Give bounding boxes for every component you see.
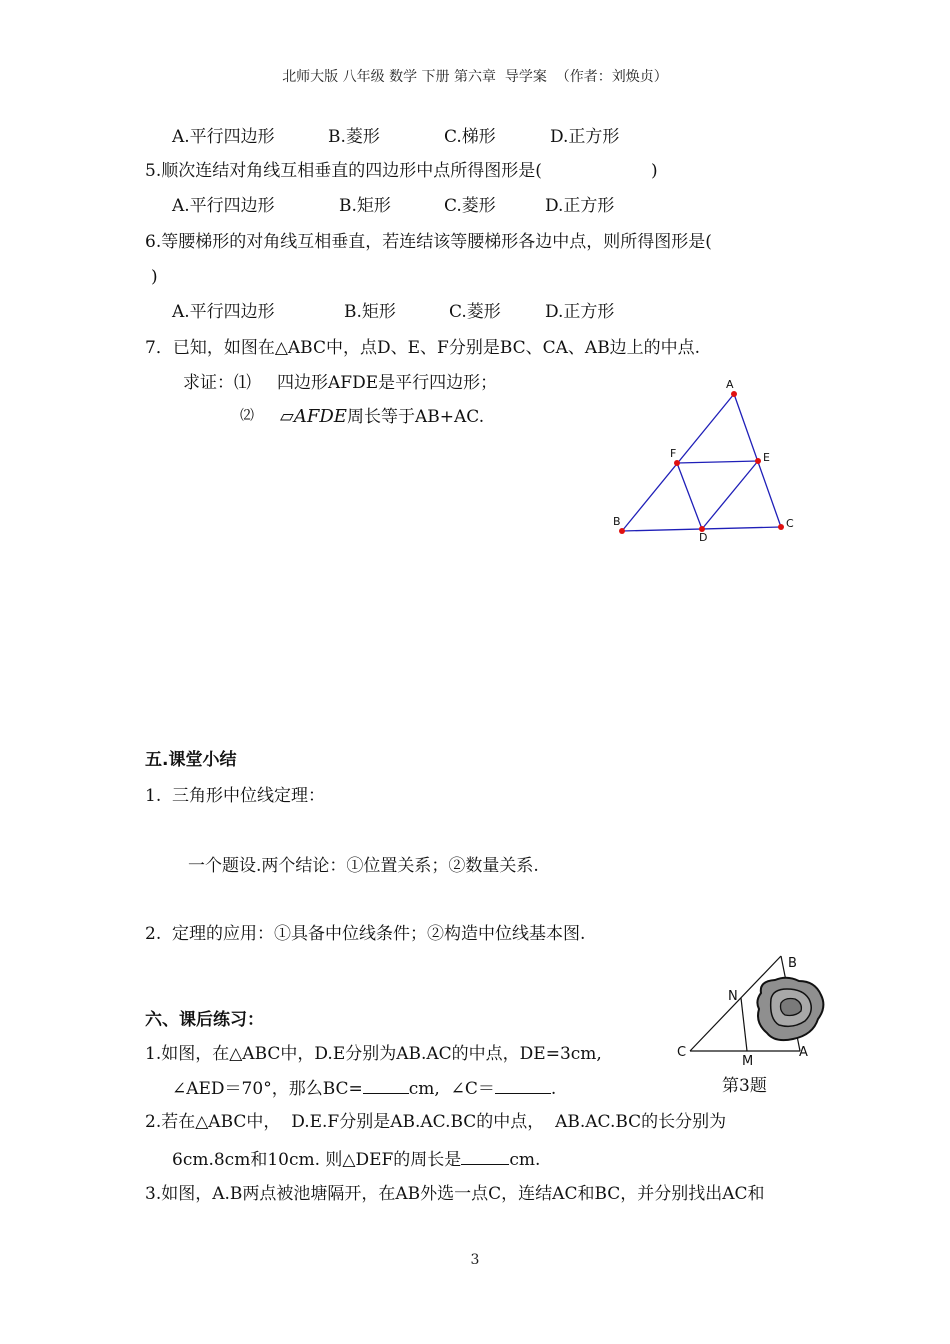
point-e [755, 458, 761, 464]
angle-c-answer-blank[interactable] [495, 1077, 551, 1094]
exercise-2-unit: cm. [509, 1150, 541, 1170]
q7-proof-1: 四边形AFDE是平行四边形； [277, 373, 498, 393]
segment-fd [677, 463, 702, 529]
triangle-figure [600, 370, 820, 550]
q6-option-d: D.正方形 [545, 302, 615, 322]
exercise-3-line-1: 3.如图，A.B两点被池塘隔开，在AB外选一点C，连结AC和BC，并分别找出AC和 [145, 1184, 765, 1204]
q5-close-paren: ) [651, 161, 658, 181]
q7-question: 7．已知，如图在△ABC中，点D、E、F分别是BC、CA、AB边上的中点. [145, 338, 701, 358]
point-f [674, 460, 680, 466]
q6-option-a: A.平行四边形 [172, 302, 275, 322]
q6-close-paren: ) [151, 267, 158, 287]
page-header: 北师大版 八年级 数学 下册 第六章 导学案 （作者：刘焕贞） [282, 69, 668, 85]
label-b: B [788, 956, 797, 971]
label-m: M [742, 1054, 754, 1068]
point-c [778, 524, 784, 530]
exercise-1-angle-c-text: cm, ∠C＝ [408, 1079, 495, 1099]
section-5-item-1: 1. 三角形中位线定理： [145, 786, 326, 806]
label-c: C [786, 517, 794, 530]
q7-proof-label: 求证：⑴ [183, 373, 251, 393]
exercise-1-period: . [550, 1079, 557, 1099]
q5-option-c: C.菱形 [444, 196, 496, 216]
q5-option-a: A.平行四边形 [172, 196, 275, 216]
point-b [619, 528, 625, 534]
figure-3-caption: 第3题 [722, 1076, 767, 1096]
q4-option-d: D.正方形 [550, 127, 620, 147]
section-5-title: 五.课堂小结 [145, 750, 237, 770]
exercise-1-line-2 [172, 1077, 556, 1100]
q4-option-c: C.梯形 [444, 127, 496, 147]
segment-nm [741, 998, 747, 1051]
segment-fe [677, 461, 758, 463]
label-a: A [726, 378, 734, 391]
q6-option-b: B.矩形 [344, 302, 396, 322]
q7-proof-2-number: ⑵ [240, 408, 254, 424]
q7-proof-2-text: 周长等于AB+AC. [347, 407, 485, 427]
pond-inner [781, 999, 802, 1016]
exercise-1-line-1: 1.如图，在△ABC中，D.E分别为AB.AC的中点，DE=3cm, [145, 1044, 602, 1064]
point-a [731, 391, 737, 397]
section-5-item-1-detail: 一个题设.两个结论：①位置关系；②数量关系. [188, 856, 539, 876]
page-number: 3 [470, 1252, 480, 1268]
q7-proof-2-math: ▱AFDE [280, 406, 347, 427]
label-a: A [799, 1045, 808, 1060]
q6-question: 6.等腰梯形的对角线互相垂直，若连结该等腰梯形各边中点，则所得图形是( [145, 232, 712, 252]
label-n: N [728, 989, 738, 1004]
pond-figure [675, 953, 830, 1068]
q5-option-d: D.正方形 [545, 196, 615, 216]
label-c: C [677, 1045, 687, 1060]
exercise-2-line-2 [172, 1148, 540, 1171]
section-5-item-2: 2. 定理的应用：①具备中位线条件；②构造中位线基本图. [145, 924, 586, 944]
exercise-1-angle-text: ∠AED＝70°，那么BC= [172, 1079, 363, 1099]
label-f: F [670, 447, 677, 460]
exercise-2-perimeter-text: 6cm.8cm和10cm. 则△DEF的周长是 [172, 1150, 462, 1170]
q5-question: 5.顺次连结对角线互相垂直的四边形中点所得图形是( [145, 161, 542, 181]
q4-option-b: B.菱形 [328, 127, 380, 147]
perimeter-answer-blank[interactable] [461, 1148, 509, 1165]
bc-answer-blank[interactable] [363, 1077, 409, 1094]
q4-option-a: A.平行四边形 [172, 127, 275, 147]
segment-ed [702, 461, 758, 529]
q6-option-c: C.菱形 [449, 302, 501, 322]
section-6-title: 六、课后练习： [145, 1010, 264, 1030]
label-d: D [699, 531, 708, 544]
q5-option-b: B.矩形 [339, 196, 391, 216]
label-e: E [763, 451, 770, 464]
label-b: B [613, 515, 621, 528]
exercise-2-line-1: 2.若在△ABC中， D.E.F分别是AB.AC.BC的中点， AB.AC.BC的长分别为 [145, 1112, 727, 1132]
